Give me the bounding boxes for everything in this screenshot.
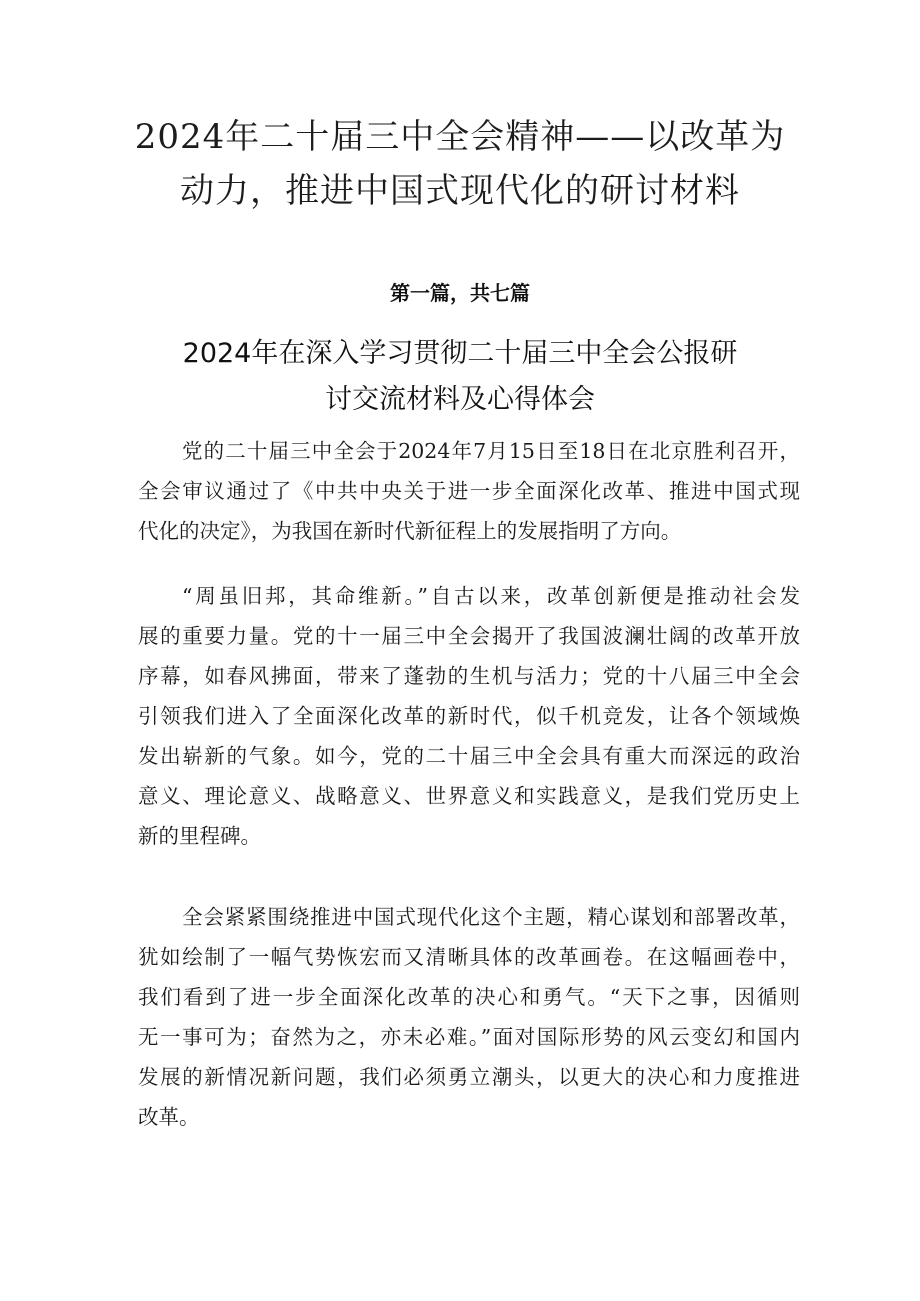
paragraph-line: 犹如绘制了一幅气势恢宏而又清晰具体的改革画卷。在这幅画卷中，	[138, 945, 800, 969]
paragraph-line: 意义、理论意义、战略意义、世界意义和实践意义，是我们党历史上	[138, 784, 800, 808]
paragraph-line: 引领我们进入了全面深化改革的新时代，似千机竞发，让各个领域焕	[138, 704, 800, 728]
part-label: 第一篇，共七篇	[390, 281, 530, 305]
paragraph-line: 党的二十届三中全会于2024年7月15日至18日在北京胜利召开，	[182, 439, 800, 463]
sub-title-line: 讨交流材料及心得体会	[325, 384, 595, 415]
paragraph-line: 发出崭新的气象。如今，党的二十届三中全会具有重大而深远的政治	[138, 744, 800, 768]
paragraph-line: 全会紧紧围绕推进中国式现代化这个主题，精心谋划和部署改革，	[182, 905, 800, 929]
paragraph-line: 全会审议通过了《中共中央关于进一步全面深化改革、推进中国式现	[138, 479, 800, 503]
paragraph-line: 展的重要力量。党的十一届三中全会揭开了我国波澜壮阔的改革开放	[138, 624, 800, 648]
paragraph-line: “周虽旧邦，其命维新。”自古以来，改革创新便是推动社会发	[182, 584, 800, 608]
main-title-line: 2024年二十届三中全会精神——以改革为	[134, 117, 786, 157]
paragraph-3	[138, 897, 800, 1137]
paragraph-line: 无一事可为；奋然为之，亦未必难。”面对国际形势的风云变幻和国内	[138, 1025, 800, 1049]
paragraph-line: 代化的决定》，为我国在新时代新征程上的发展指明了方向。	[138, 519, 682, 543]
sub-title	[120, 331, 800, 423]
paragraph-line: 我们看到了进一步全面深化改革的决心和勇气。“天下之事，因循则	[138, 985, 800, 1009]
paragraph-1	[138, 431, 800, 551]
paragraph-line: 序幕，如春风拂面，带来了蓬勃的生机与活力；党的十八届三中全会	[138, 664, 800, 688]
main-title	[120, 110, 800, 218]
main-title-line: 动力，推进中国式现代化的研讨材料	[180, 171, 740, 211]
paragraph-line: 发展的新情况新问题，我们必须勇立潮头，以更大的决心和力度推进	[138, 1065, 800, 1089]
sub-title-line: 2024年在深入学习贯彻二十届三中全会公报研	[182, 338, 738, 369]
paragraph-line: 新的里程碑。	[138, 824, 261, 848]
paragraph-line: 改革。	[138, 1105, 200, 1129]
paragraph-2	[138, 576, 800, 856]
